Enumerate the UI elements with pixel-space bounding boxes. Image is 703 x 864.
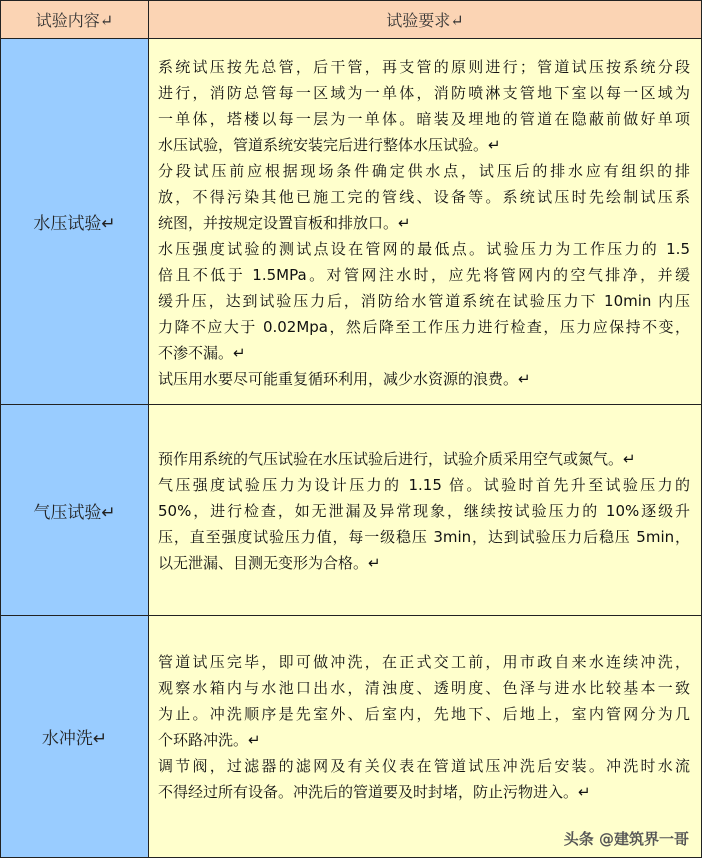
row-label: 气压试验↵	[1, 405, 149, 616]
text-line: 缓升压，达到试验压力后，消防给水管道系统在试验压力下 10min 内压	[158, 291, 690, 310]
text-line: 水压试验，管道系统安装完后进行整体水压试验。↵	[158, 135, 501, 154]
text-line: 预作用系统的气压试验在水压试验后进行，试验介质采用空气或氮气。↵	[158, 450, 636, 468]
text-line: 以无泄漏、目测无变形为合格。↵	[158, 554, 381, 572]
row-content	[149, 405, 702, 616]
table-row	[1, 39, 702, 405]
text-line: 一单体，塔楼以每一层为一单体。暗装及埋地的管道在隐蔽前做好单项	[158, 109, 690, 128]
table-row	[1, 405, 702, 616]
text-line: 进行，消防总管每一区域为一单体，消防喷淋支管地下室以每一区域为	[158, 83, 690, 102]
text-line: 为止。冲洗顺序是先室外、后室内，先地下、后地上，室内管网分为几	[158, 704, 690, 723]
watermark: 头条 @建筑界一哥	[563, 830, 689, 848]
text-line: 水压强度试验的测试点设在管网的最低点。试验压力为工作压力的 1.5	[158, 239, 690, 258]
row-content	[149, 616, 702, 858]
text-line: 试压用水要尽可能重复循环利用，减少水资源的浪费。↵	[158, 369, 531, 388]
text-line: 力降不应大于 0.02Mpa，然后降至工作压力进行检查，压力应保持不变，	[158, 317, 690, 336]
header-row	[1, 1, 702, 39]
text-line: 管道试压完毕，即可做冲洗，在正式交工前，用市政自来水连续冲洗，	[158, 652, 690, 671]
row-label: 水冲洗↵	[1, 616, 149, 858]
header-test-requirements: 试验要求↵	[149, 1, 702, 39]
table-row	[1, 616, 702, 858]
row-content	[149, 39, 702, 405]
text-line: 统图，并按规定设置盲板和排放口。↵	[158, 213, 411, 232]
text-line: 不渗不漏。↵	[158, 343, 246, 362]
text-line: 气压强度试验压力为设计压力的 1.15 倍。试验时首先升至试验压力的	[158, 476, 690, 494]
text-line: 放，不得污染其他已施工完的管线、设备等。系统试压时先绘制试压系	[158, 187, 690, 206]
header-test-content: 试验内容↵	[1, 1, 149, 39]
text-line: 50%，进行检查，如无泄漏及异常现象，继续按试验压力的 10%逐级升	[158, 502, 690, 520]
text-line: 分段试压前应根据现场条件确定供水点，试压后的排水应有组织的排	[158, 161, 690, 180]
text-line: 不得经过所有设备。冲洗后的管道要及时封堵，防止污物进入。↵	[158, 782, 591, 801]
text-line: 倍且不低于 1.5MPa。对管网注水时，应先将管网内的空气排净，并缓	[158, 265, 690, 284]
row-label: 水压试验↵	[1, 39, 149, 405]
text-line: 系统试压按先总管，后干管，再支管的原则进行；管道试压按系统分段	[158, 57, 690, 76]
text-line: 个环路冲洗。↵	[158, 730, 261, 749]
text-line: 调节阀，过滤器的滤网及有关仪表在管道试压冲洗后安装。冲洗时水流	[158, 756, 690, 775]
text-line: 观察水箱内与水池口出水，清浊度、透明度、色泽与进水比较基本一致	[158, 678, 690, 697]
text-line: 压，直至强度试验压力值，每一级稳压 3min，达到试验压力后稳压 5min，	[158, 528, 690, 546]
